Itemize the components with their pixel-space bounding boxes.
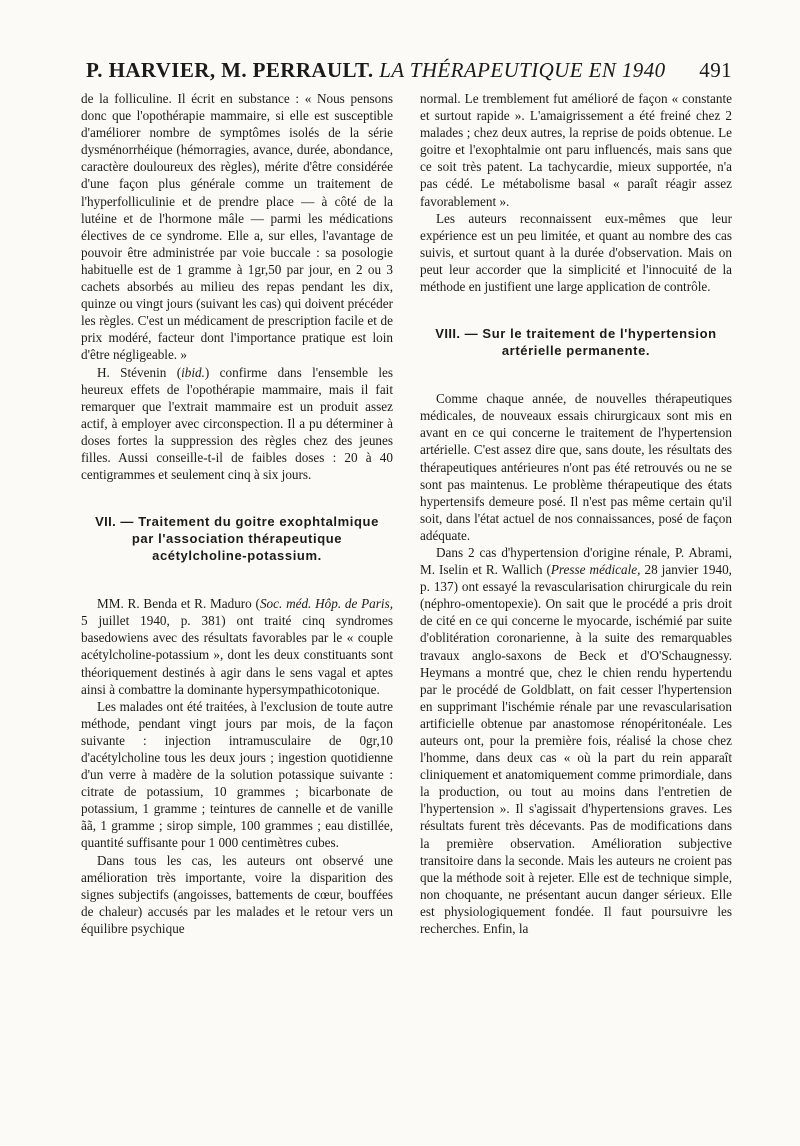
section-title: — Traitement du goitre exophtalmique par l'association thérapeutique acétylcholine-potassium. [120,514,379,564]
section-number: VII. [95,514,117,530]
left-column [81,90,393,937]
paragraph: de la folliculine. Il écrit en substance : « Nous pensons donc que l'opothérapie mammaire, si elle est susceptible d'améliorer nombre de symptômes isolés de la série dysménorrhéique (hémorragies, avance, durée, abondance, caractère douloureux des règles), mérite d'être considérée d'une façon plus générale comme un traitement de l'hyperfolliculinie et de prendre place — à côté de la lutéine et de l'hormone mâle — parmi les médications électives de ce syndrome. Elle a, sur elles, l'avantage de pouvoir être administrée par voie buccale : sa posologie habituelle est de 1 gramme à 1gr,50 par jour, en 2 ou 3 cachets absorbés au milieu des repas pendant les dix, quinze ou vingt jours (suivant les cas) qui doivent précéder les règles. C'est un médicament de prescription facile et de prix modéré, facteur dont l'importance pratique est loin d'être négligeable. » [81,91,393,363]
paragraph: Comme chaque année, de nouvelles thérapeutiques médicales, de nouveaux essais chirurgicaux sont mis en avant en ce qui concerne le traitement de l'hypertension artérielle. C'est assez dire que, sans doute, les résultats des thérapeutiques antérieures n'ont pas été retrouvés ou ne se sont pas maintenus. Le problème thérapeutique des états hypertensifs demeure posé. Il n'est pas même certain qu'il soit, dans l'état actuel de nos connaissances, posé de façon adéquate. [420,391,732,543]
section-heading-vii [85,513,389,564]
header-title: LA THÉRAPEUTIQUE EN 1940 [379,58,666,82]
paragraph: H. Stévenin (ibid.) confirme dans l'ensemble les heureux effets de l'opothérapie mammaire, mais il fait remarquer que l'extrait mammaire est un produit assez actif, à employer avec circonspection. Il a pu déterminer à doses fortes la suppression des règles chez des jeunes filles. Aussi conseille-t-il de faibles doses : 20 à 40 centigrammes et seulement cinq à six jours. [81,364,393,483]
paragraph: MM. R. Benda et R. Maduro (Soc. méd. Hôp. de Paris, 5 juillet 1940, p. 381) ont traité cinq syndromes basedowiens avec des résultats favorables par le « couple acétylcholine-potassium », dont les deux constituants sont théoriquement destinés à agir dans le sens vagal et aptes ainsi à combattre la dominante hypersympathicotonique. [81,596,393,697]
page-number: 491 [699,58,732,82]
header-authors: P. HARVIER, M. PERRAULT. [86,58,374,82]
paragraph: Les malades ont été traitées, à l'exclusion de toute autre méthode, pendant vingt jours par mois, de la façon suivante : injection intramusculaire de 0gr,10 d'acétylcholine tous les deux jours ; ingestion quotidienne d'un verre à madère de la solution potassique suivante : citrate de potassium, 10 grammes ; bicarbonate de potassium, 1 gramme ; teintures de cannelle et de vanille ãã, 1 gramme ; sirop simple, 100 grammes ; eau distillée, quantité suffisante pour 1 000 centimètres cubes. [81,698,393,851]
right-column [420,90,732,937]
paragraph: normal. Le tremblement fut amélioré de façon « constante et surtout rapide ». L'amaigrissement a été freiné chez 2 malades ; chez deux autres, la reprise de poids obtenue. Le goitre et l'exophtalmie ont paru influencés, mais sans que ce soit très patent. La tachycardie, mieux supportée, n'a pas cédé. Le métabolisme basal « paraît réagir assez favorablement ». [420,91,732,209]
running-header [86,58,732,83]
section-title: — Sur le traitement de l'hypertension artérielle permanente. [464,326,717,359]
paragraph: Les auteurs reconnaissent eux-mêmes que leur expérience est un peu limitée, et quant au nombre des cas suivis, et surtout quant à la durée d'observation. Mais on peut leur accorder que la simplicité et l'innocuité de la méthode en justifient une large application de contrôle. [420,210,732,295]
paragraph: Dans 2 cas d'hypertension d'origine rénale, P. Abrami, M. Iselin et R. Wallich (Presse médicale, 28 janvier 1940, p. 137) ont essayé la revascularisation chirurgicale du rein (néphro-omentopexie). On sait que le procédé a pris droit de cité en ce qui concerne le myocarde, ischémié par suite d'oblitération coronarienne, à la suite des remarquables travaux anglo-saxons de Beck et d'O'Schaugnessy. Heymans a montré que, chez le chien rendu hypertendu par le procédé de Goldblatt, on fait cesser l'hypertension en supprimant l'ischémie rénale par une revascularisation artificielle obtenue par anastomose rénopéritonéale. Les auteurs ont, pour la première fois, réalisé la chose chez l'homme, dans deux cas « où la part du rein apparaît cliniquement et anatomiquement comme primordiale, dans la production, ou tout au moins dans l'entretien de l'hypertension ». Il s'agissait d'hypertensions graves. Les résultats furent très décevants. Pas de modifications dans la première observation. Amélioration subjective transitoire dans la seconde. Mais les auteurs ne croient pas que la méthode soit à rejeter. Elle est de technique simple, non choquante, ne présentant aucun danger sérieux. Elle est physiologiquement fondée. Il faut poursuivre les recherches. Enfin, la [420,544,732,937]
section-number: VIII. [435,326,461,342]
section-heading-viii [424,325,728,359]
paragraph: Dans tous les cas, les auteurs ont observé une amélioration très importante, voire la disparition des signes subjectifs (angoisses, battements de cœur, bouffées de chaleur) accusés par les malades et le retour vers un équilibre psychique [81,852,393,936]
